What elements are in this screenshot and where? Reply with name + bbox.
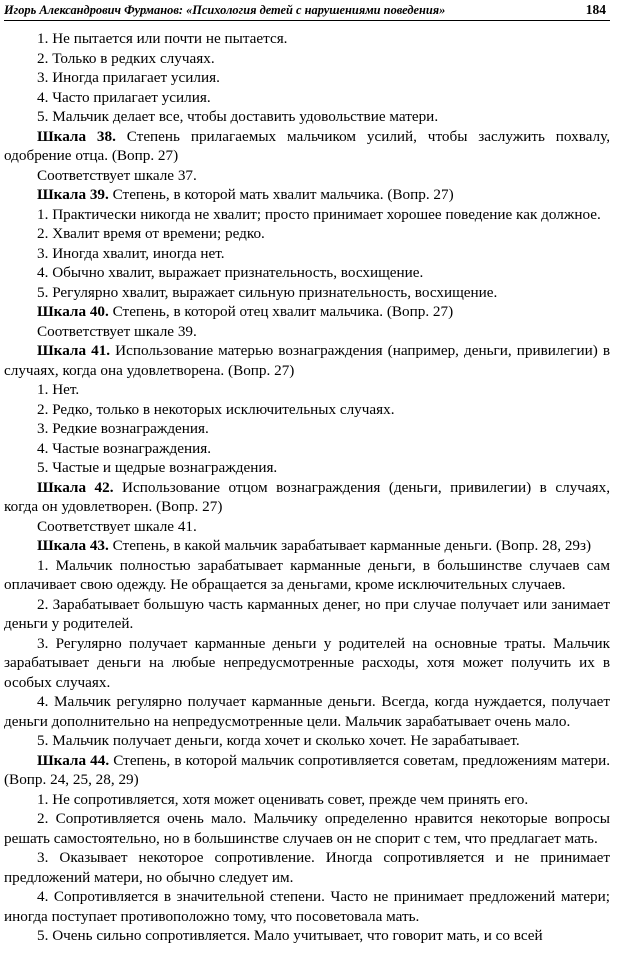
text-paragraph: 4. Частые вознаграждения. <box>37 439 212 457</box>
text-paragraph: 4. Сопротивляется в значительной степени. Часто не принимает предложений матери; иногда поступает противоположно тому, что посоветовала мать. <box>4 888 610 925</box>
text-paragraph: 4. Часто прилагает усилия. <box>37 88 211 106</box>
text-paragraph: 2. Редко, только в некоторых исключительных случаях. <box>37 400 395 418</box>
scale-paragraph: Шкала 43. Степень, в какой мальчик зарабатывает карманные деньги. (Вопр. 28, 29з) <box>37 537 592 554</box>
text-paragraph: 2. Хвалит время от времени; редко. <box>37 225 265 242</box>
text-paragraph: 3. Редкие вознаграждения. <box>37 420 209 437</box>
text-paragraph: 5. Регулярно хвалит, выражает сильную признательность, восхищение. <box>37 283 498 301</box>
page-content <box>4 29 610 946</box>
text-paragraph: 1. Не пытается или почти не пытается. <box>37 30 288 47</box>
text-paragraph: 1. Практически никогда не хвалит; просто принимает хорошее поведение как должное. <box>37 205 601 223</box>
scale-paragraph: Шкала 44. Степень, в которой мальчик сопротивляется советам, предложениям матери. (Вопр. 24, 25, 28, 29) <box>4 751 610 788</box>
text-paragraph: Соответствует шкале 41. <box>37 517 197 535</box>
scale-label: Шкала 39. <box>37 186 109 203</box>
text-paragraph: Соответствует шкале 39. <box>37 322 197 340</box>
scale-paragraph: Шкала 41. Использование матерью вознаграждения (например, деньги, привилегии) в случаях, когда она удовлетворена. (Вопр. 27) <box>4 342 611 379</box>
text-paragraph: 3. Иногда хвалит, иногда нет. <box>37 244 225 262</box>
text-paragraph: 2. Сопротивляется очень мало. Мальчику определенно нравится некоторые вопросы решать самостоятельно, но в большинстве случаев он не спорит с тем, что предлагает мать. <box>4 810 610 847</box>
scale-label: Шкала 41. <box>37 342 111 359</box>
scale-paragraph: Шкала 42. Использование отцом вознаграждения (деньги, привилегии) в случаях, когда он удовлетворен. (Вопр. 27) <box>4 478 611 515</box>
scale-label: Шкала 43. <box>37 537 109 554</box>
text-paragraph: 5. Мальчик делает все, чтобы доставить удовольствие матери. <box>37 108 439 125</box>
page-header <box>4 2 610 21</box>
scale-label: Шкала 38. <box>37 127 116 145</box>
text-paragraph: 2. Зарабатывает большую часть карманных денег, но при случае получает или занимает деньги у родителей. <box>4 595 610 632</box>
scale-label: Шкала 40. <box>37 303 109 320</box>
text-paragraph: Соответствует шкале 37. <box>37 166 197 184</box>
text-paragraph: 3. Регулярно получает карманные деньги у родителей на основные траты. Мальчик зарабатывает деньги на любые непредусмотренные расходы, хотя может получить их в особых случаях. <box>4 634 610 691</box>
page-number: 184 <box>585 2 606 17</box>
scale-paragraph: Шкала 39. Степень, в которой мать хвалит мальчика. (Вопр. 27) <box>37 186 454 203</box>
scale-label: Шкала 42. <box>37 478 114 496</box>
text-paragraph: 2. Только в редких случаях. <box>37 49 215 67</box>
book-title: Игорь Александрович Фурманов: «Психология детей с нарушениями поведения» <box>4 3 446 17</box>
scale-paragraph: Шкала 38. Степень прилагаемых мальчиком усилий, чтобы заслужить похвалу, одобрение отца. (Вопр. 27) <box>4 127 610 164</box>
text-paragraph: 5. Очень сильно сопротивляется. Мало учитывает, что говорит мать, и со всей <box>37 927 543 944</box>
scale-paragraph: Шкала 40. Степень, в которой отец хвалит мальчика. (Вопр. 27) <box>37 303 454 320</box>
text-paragraph: 3. Оказывает некоторое сопротивление. Иногда сопротивляется и не принимает предложений матери, но обычно следует им. <box>4 849 610 886</box>
text-paragraph: 1. Мальчик полностью зарабатывает карманные деньги, в большинстве случаев сам оплачивает свою одежду. Не обращается за деньгами, кроме исключительных случаев. <box>4 556 610 593</box>
scale-label: Шкала 44. <box>37 751 110 769</box>
text-paragraph: 5. Частые и щедрые вознаграждения. <box>37 459 278 476</box>
text-paragraph: 1. Нет. <box>37 381 80 398</box>
text-paragraph: 3. Иногда прилагает усилия. <box>37 69 220 86</box>
text-paragraph: 4. Мальчик регулярно получает карманные деньги. Всегда, когда нуждается, получает деньги дополнительно на непредусмотренные цели. Мальчик зарабатывает очень мало. <box>4 693 610 730</box>
text-paragraph: 4. Обычно хвалит, выражает признательность, восхищение. <box>37 264 424 281</box>
text-paragraph: 5. Мальчик получает деньги, когда хочет и сколько хочет. Не зарабатывает. <box>37 732 520 749</box>
text-paragraph: 1. Не сопротивляется, хотя может оценивать совет, прежде чем принять его. <box>37 790 529 808</box>
